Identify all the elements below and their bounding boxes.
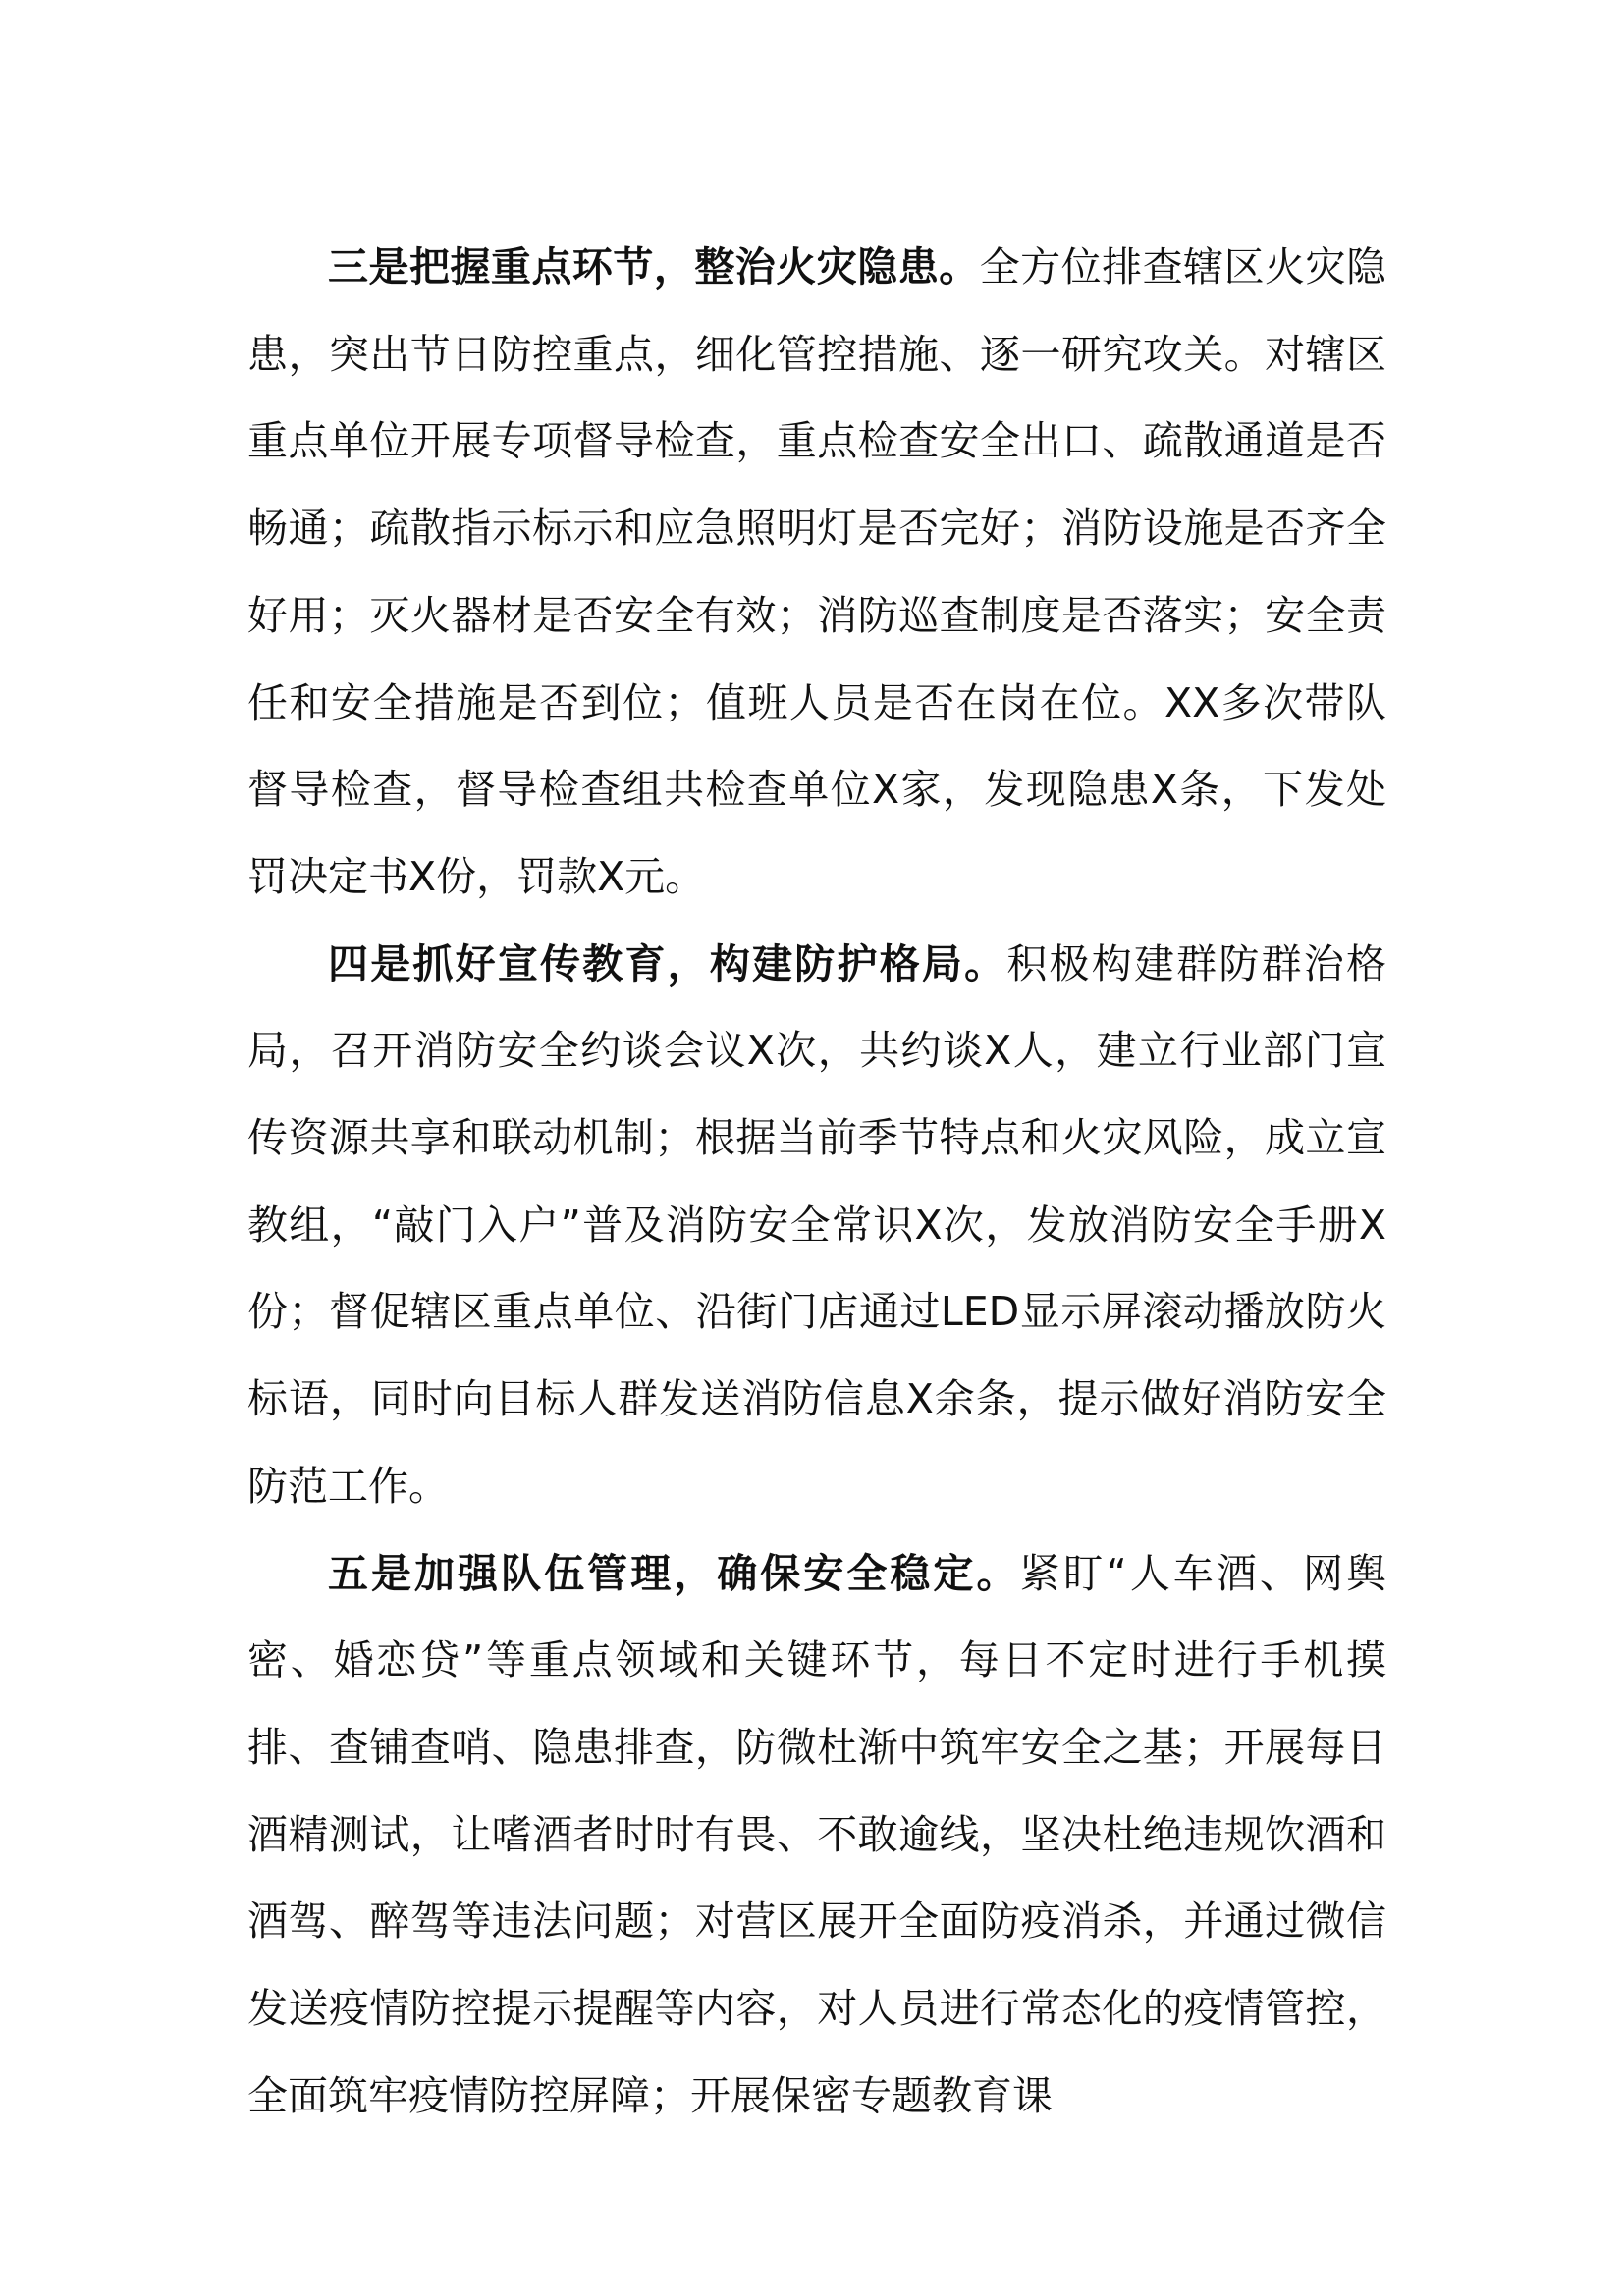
paragraph-body: 积极构建群防群治格局，召开消防安全约谈会议X次，共约谈X人，建立行业部门宣传资源共享和联动机制；根据当前季节特点和火灾风险，成立宣教组，“敲门入户”普及消防安全常识X次，发放消防安全手册X份；督促辖区重点单位、沿街门店通过LED显示屏滚动播放防火标语，同时向目标人群发送消防信息X余条，提示做好消防安全防范工作。 bbox=[247, 939, 1387, 1510]
paragraph-heading: 五是加强队伍管理，确保安全稳定。 bbox=[328, 1549, 1020, 1597]
paragraph-heading: 三是把握重点环节，整治火灾隐患。 bbox=[328, 243, 980, 291]
paragraph-publicity-education bbox=[247, 921, 1386, 1530]
paragraph-heading: 四是抓好宣传教育，构建防护格局。 bbox=[328, 939, 1007, 988]
paragraph-team-management bbox=[247, 1530, 1386, 2140]
paragraph-body: 紧盯“人车酒、网舆密、婚恋贷”等重点领域和关键环节，每日不定时进行手机摸排、查铺查哨、隐患排查，防微杜渐中筑牢安全之基；开展每日酒精测试，让嗜酒者时时有畏、不敢逾线，坚决杜绝违规饮酒和酒驾、醉驾等违法问题；对营区展开全面防疫消杀，并通过微信发送疫情防控提示提醒等内容，对人员进行常态化的疫情管控，全面筑牢疫情防控屏障；开展保密专题教育课 bbox=[247, 1549, 1386, 2119]
paragraph-body: 全方位排查辖区火灾隐患，突出节日防控重点，细化管控措施、逐一研究攻关。对辖区重点单位开展专项督导检查，重点检查安全出口、疏散通道是否畅通；疏散指示标示和应急照明灯是否完好；消防设施是否齐全好用；灭火器材是否安全有效；消防巡查制度是否落实；安全责任和安全措施是否到位；值班人员是否在岗在位。XX多次带队督导检查，督导检查组共检查单位X家，发现隐患X条，下发处罚决定书X份，罚款X元。 bbox=[247, 243, 1387, 900]
paragraph-fire-hazards bbox=[247, 224, 1386, 921]
document-page bbox=[247, 224, 1386, 2139]
